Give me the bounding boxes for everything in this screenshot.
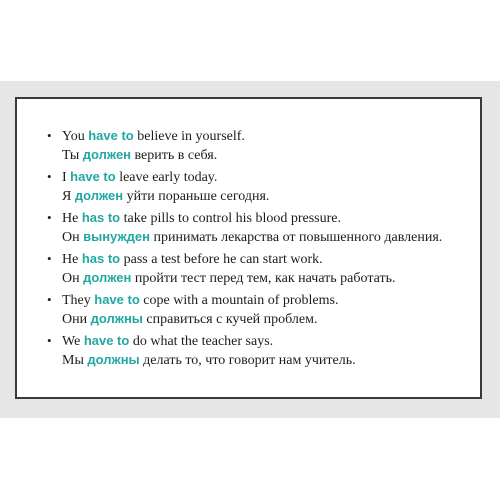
- example-item: [47, 332, 460, 370]
- russian-highlight: должны: [90, 311, 143, 326]
- russian-after: уйти пораньше сегодня.: [123, 189, 270, 204]
- english-before: They: [62, 293, 95, 308]
- russian-sentence: [62, 228, 460, 247]
- english-highlight: has to: [81, 210, 121, 225]
- english-highlight: have to: [83, 333, 130, 348]
- english-before: You: [62, 129, 89, 144]
- english-after: do what the teacher says.: [129, 334, 274, 349]
- russian-highlight: вынужден: [83, 229, 150, 244]
- russian-after: верить в себя.: [131, 148, 218, 163]
- english-sentence: [62, 250, 460, 269]
- english-highlight: have to: [88, 128, 134, 143]
- example-item: [47, 209, 460, 247]
- english-highlight: have to: [70, 169, 116, 184]
- english-sentence: [62, 127, 460, 146]
- bullet-icon: •: [47, 210, 52, 225]
- bullet-icon: •: [47, 251, 52, 266]
- english-after: take pills to control his blood pressure.: [120, 211, 341, 226]
- english-after: leave early today.: [115, 170, 218, 185]
- example-item: [47, 168, 460, 206]
- bullet-icon: •: [47, 292, 52, 307]
- russian-before: Они: [62, 312, 91, 327]
- russian-highlight: должен: [74, 188, 124, 203]
- english-highlight: has to: [81, 251, 121, 266]
- russian-after: пройти тест перед тем, как начать работать.: [131, 271, 396, 286]
- english-after: believe in yourself.: [133, 129, 245, 144]
- english-sentence: [62, 332, 460, 351]
- russian-highlight: должен: [83, 270, 132, 285]
- bullet-icon: •: [47, 128, 52, 143]
- english-before: He: [62, 211, 82, 226]
- russian-before: Мы: [62, 353, 88, 368]
- english-after: pass a test before he can start work.: [120, 252, 323, 267]
- example-item: [47, 127, 460, 165]
- english-after: cope with a mountain of problems.: [139, 293, 339, 308]
- russian-before: Ты: [62, 148, 83, 163]
- english-before: We: [62, 334, 84, 349]
- russian-sentence: [62, 269, 460, 288]
- examples-list: [47, 127, 460, 373]
- russian-sentence: [62, 146, 460, 165]
- russian-before: Я: [62, 189, 75, 204]
- russian-highlight: должны: [87, 352, 140, 367]
- english-sentence: [62, 291, 460, 310]
- russian-after: справиться с кучей проблем.: [142, 312, 318, 327]
- examples-card: [15, 97, 482, 399]
- russian-sentence: [62, 351, 460, 370]
- russian-sentence: [62, 187, 460, 206]
- russian-after: делать то, что говорит нам учитель.: [139, 353, 356, 368]
- bullet-icon: •: [47, 333, 52, 348]
- english-sentence: [62, 168, 460, 187]
- english-sentence: [62, 209, 460, 228]
- english-before: I: [62, 170, 71, 185]
- russian-highlight: должен: [82, 147, 132, 162]
- bullet-icon: •: [47, 169, 52, 184]
- russian-before: Он: [62, 271, 84, 286]
- example-item: [47, 291, 460, 329]
- russian-sentence: [62, 310, 460, 329]
- example-item: [47, 250, 460, 288]
- russian-before: Он: [62, 230, 84, 245]
- russian-after: принимать лекарства от повышенного давления.: [150, 230, 443, 245]
- english-highlight: have to: [94, 292, 140, 307]
- english-before: He: [62, 252, 82, 267]
